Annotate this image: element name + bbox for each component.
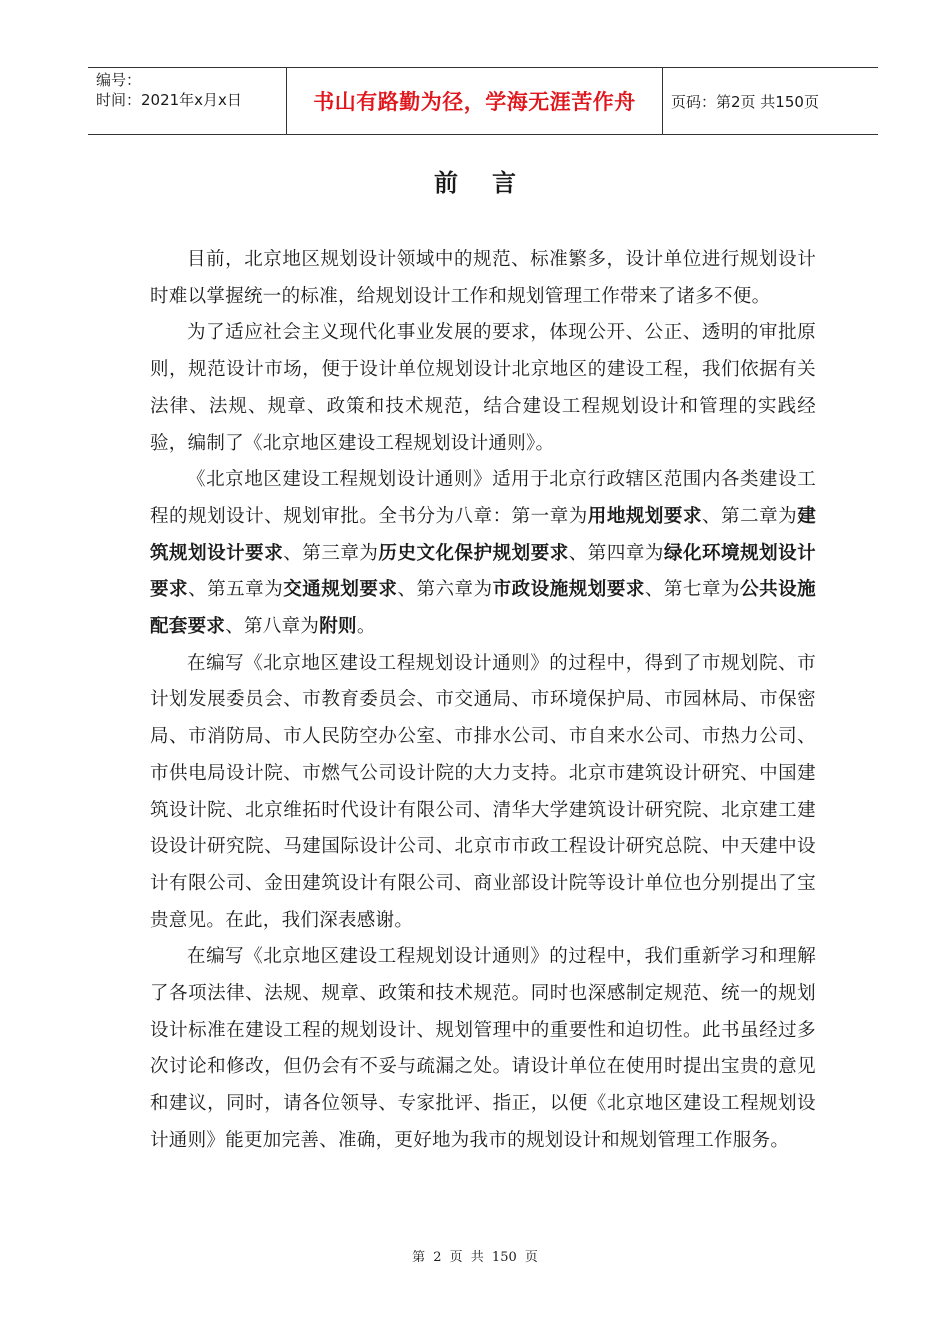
chapter-2-title: 建筑规划设计要求 [150,505,816,564]
paragraph-2: 为了适应社会主义现代化事业发展的要求，体现公开、公正、透明的审批原则，规范设计市场，便于设计单位规划设计北京地区的建设工程，我们依据有关法律、法规、规章、政策和技术规范，结合建设工程规划设计和管理的实践经验，编制了《北京地区建设工程规划设计通则》。 [150,322,816,454]
page-title: 前言 [434,169,550,197]
p3-text-a: 《北京地区建设工程规划设计通则》适用于北京行政辖区范围内各类建设工程的规划设计、规划审批。全书分为八章：第一章为 [150,469,816,527]
p3-text-e: 、第三章为 [283,542,379,564]
page-info-cell [663,68,878,134]
number-label: 编号： [96,71,142,89]
p3-text-k: 、第六章为 [397,579,493,601]
time-label: 时间：2021年x月x日 [96,91,242,109]
paragraph-5: 在编写《北京地区建设工程规划设计通则》的过程中，我们重新学习和理解了各项法律、法规、规章、政策和技术规范。同时也深感制定规范、统一的规划设计标准在建设工程的规划设计、规划管理中的重要性和迫切性。此书虽经过多次讨论和修改，但仍会有不妥与疏漏之处。请设计单位在使用时提出宝贵的意见和建议，同时，请各位领导、专家批评、指正，以便《北京地区建设工程规划设计通则》能更加完善、准确，更好地为我市的规划设计和规划管理工作服务。 [150,946,816,1151]
motto-text: 书山有路勤为径，学海无涯苦作舟 [313,90,636,114]
page-footer: 第 2 页 共 150 页 [412,1250,538,1265]
paragraph-3 [150,462,816,646]
motto-cell [287,68,663,134]
p3-text-g: 、第四章为 [568,542,664,564]
p3-text-m: 、第七章为 [644,579,741,601]
chapter-5-title: 交通规划要求 [283,579,398,601]
paragraph-4: 在编写《北京地区建设工程规划设计通则》的过程中，得到了市规划院、市计划发展委员会、市教育委员会、市交通局、市环境保护局、市园林局、市保密局、市消防局、市人民防空办公室、市排水公司、市自来水公司、市热力公司、市供电局设计院、市燃气公司设计院的大力支持。北京市建筑设计研究、中国建筑设计院、北京维拓时代设计有限公司、清华大学建筑设计研究院、北京建工建设设计研究院、马建国际设计公司、北京市市政工程设计研究总院、中天建中设计有限公司、金田建筑设计有限公司、商业部设计院等设计单位也分别提出了宝贵意见。在此，我们深表感谢。 [150,652,816,931]
header-meta-cell [88,68,287,134]
header-table [88,67,878,135]
body-text [150,242,816,1160]
p3-text-q: 。 [356,616,376,638]
paragraph-1: 目前，北京地区规划设计领域中的规范、标准繁多，设计单位进行规划设计时难以掌握统一的标准，给规划设计工作和规划管理工作带来了诸多不便。 [150,249,816,307]
p3-text-o: 、第八章为 [225,616,320,638]
p3-text-c: 、第二章为 [702,505,798,527]
chapter-8-title: 附则 [319,616,357,638]
chapter-6-title: 市政设施规划要求 [492,579,645,601]
p3-text-i: 、第五章为 [188,579,284,601]
chapter-7-title: 公共设施配套要求 [150,579,816,638]
chapter-4-title: 绿化环境规划设计要求 [150,542,816,601]
chapter-1-title: 用地规划要求 [587,505,703,527]
chapter-3-title: 历史文化保护规划要求 [378,542,569,564]
page-info-text: 页码：第2页 共150页 [671,92,819,111]
